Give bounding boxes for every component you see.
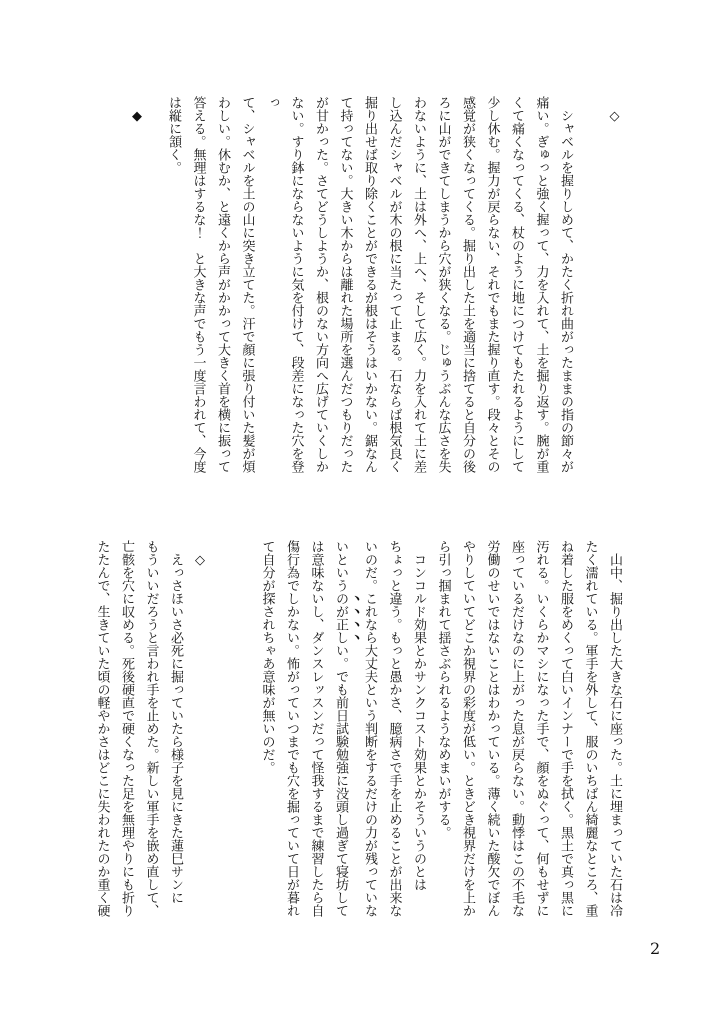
text-column: ない。すり鉢にならないように気を付けて、段差になった穴を登っ	[264, 96, 304, 473]
text-column: えっさほいさ必死に掘っていたら様子を見にきた蓮巳サンに	[168, 540, 183, 904]
section-divider-icon: ◇	[192, 540, 208, 568]
blank-line	[577, 96, 602, 476]
text-column: たく濡れている。軍手を外して、服のいちばん綺麗なところ、重	[582, 540, 598, 917]
text-column: ちょっと違う。もっと愚かさ、臆病さで手を止めることが出来な	[386, 540, 402, 917]
text-column: て自分が探されちゃあ意味が無いのだ。	[259, 540, 275, 774]
text-column: 亡骸を穴に収める。死後硬直で硬くなった足を無理やりにも折り	[119, 540, 134, 917]
text-column: 労働のせいではないことはわかっている。薄く続いた酸欠でぼん	[484, 540, 500, 917]
emphasized-text: これなら	[362, 592, 377, 644]
text-column: コンコルド効果とかサンクコスト効果とかそういうのとは	[411, 540, 426, 891]
text-column: わないように、土は外へ、上へ、そして広く。力を入れて土に差	[411, 96, 426, 473]
text-column: し込んだシャベルが木の根に当たって止まる。石ならば根気良く	[386, 96, 402, 473]
text-column: 座っているだけなのに上がった息が戻らない。動悸はこの不毛な	[509, 540, 524, 917]
text-column: いというのが正しい。でも前日試験勉強に没頭し過ぎて寝坊して	[333, 540, 348, 917]
text-column: 掘り出せば取り除くことができるが根はそうはいかない。鋸なん	[362, 96, 377, 473]
blank-line	[230, 540, 255, 920]
page-number: 2	[650, 939, 661, 958]
text-column: いのだ。これなら大丈夫という判断をするだけの力が残っていな	[362, 540, 377, 917]
text-block-top	[124, 96, 626, 476]
text-column: やりしていてどこか視界の彩度が低い。ときどき視界だけを上か	[460, 540, 475, 917]
text-column: もういいだろうと言われ手を止めた。新しい軍手を嵌め直して、	[143, 540, 159, 917]
text-column: 山中、掘り出した大きな石に座った。土に埋まっていた石は冷	[607, 540, 622, 917]
section-divider-icon: ◆	[129, 96, 145, 124]
text-block-bottom	[89, 540, 626, 920]
text-column: 汚れる。いくらかマシになった手で、顔をぬぐって、何もせずに	[533, 540, 549, 917]
text-column: 少し休む。握力が戻らない、それでもまた握り直す。段々とその	[484, 96, 500, 473]
text-column: 答える。無理はするな！ と大きな声でもう一度言われて、今度	[190, 96, 206, 473]
text-column: ろに山ができてしまうから穴が狭くなる。じゅうぶんな広さを失	[435, 96, 451, 473]
text-column: は縦に頷く。	[166, 96, 181, 174]
text-column: 傷行為でしかない。怖がっていつまでも穴を掘っていて日が暮れ	[284, 540, 299, 917]
text-column: くて痛くなってくる、杖のように地につけてもたれるようにして	[509, 96, 524, 473]
text-column: が甘かった。さてどうしようか、根のない方向へ広げていくしか	[313, 96, 328, 473]
text-column: ら引っ掴まれて揺さぶられるようなめまいがする。	[435, 540, 451, 839]
text-column: て、シャベルを土の山に突き立てた。汗で顔に張り付いた髪が煩	[239, 96, 255, 473]
text-column: て持ってない。大きい木からは離れた場所を選んだつもりだった	[337, 96, 353, 473]
text-column: ね着した服をめくって白いインナーで手を拭く。黒土で真っ黒に	[558, 540, 573, 917]
text-column: わしい。休むか、と遠くから声がかかって大きく首を横に振って	[215, 96, 230, 473]
text-column: 痛い。ぎゅっと強く握って、力を入れて、土を掘り返す。腕が重	[533, 96, 549, 473]
text-column: は意味ないし、ダンスレッスンだって怪我するまで練習したら自	[308, 540, 324, 917]
text-column: 感覚が狭くなってくる。掘り出した土を適当に捨てると自分の後	[460, 96, 475, 473]
text-column: シャベルを握りしめて、かたく折れ曲がったままの指の節々が	[558, 96, 573, 473]
text-column: たたんで、生きていた頃の軽やかさはどこに失われたのか重く硬	[94, 540, 110, 917]
section-divider-icon: ◇	[607, 96, 622, 124]
